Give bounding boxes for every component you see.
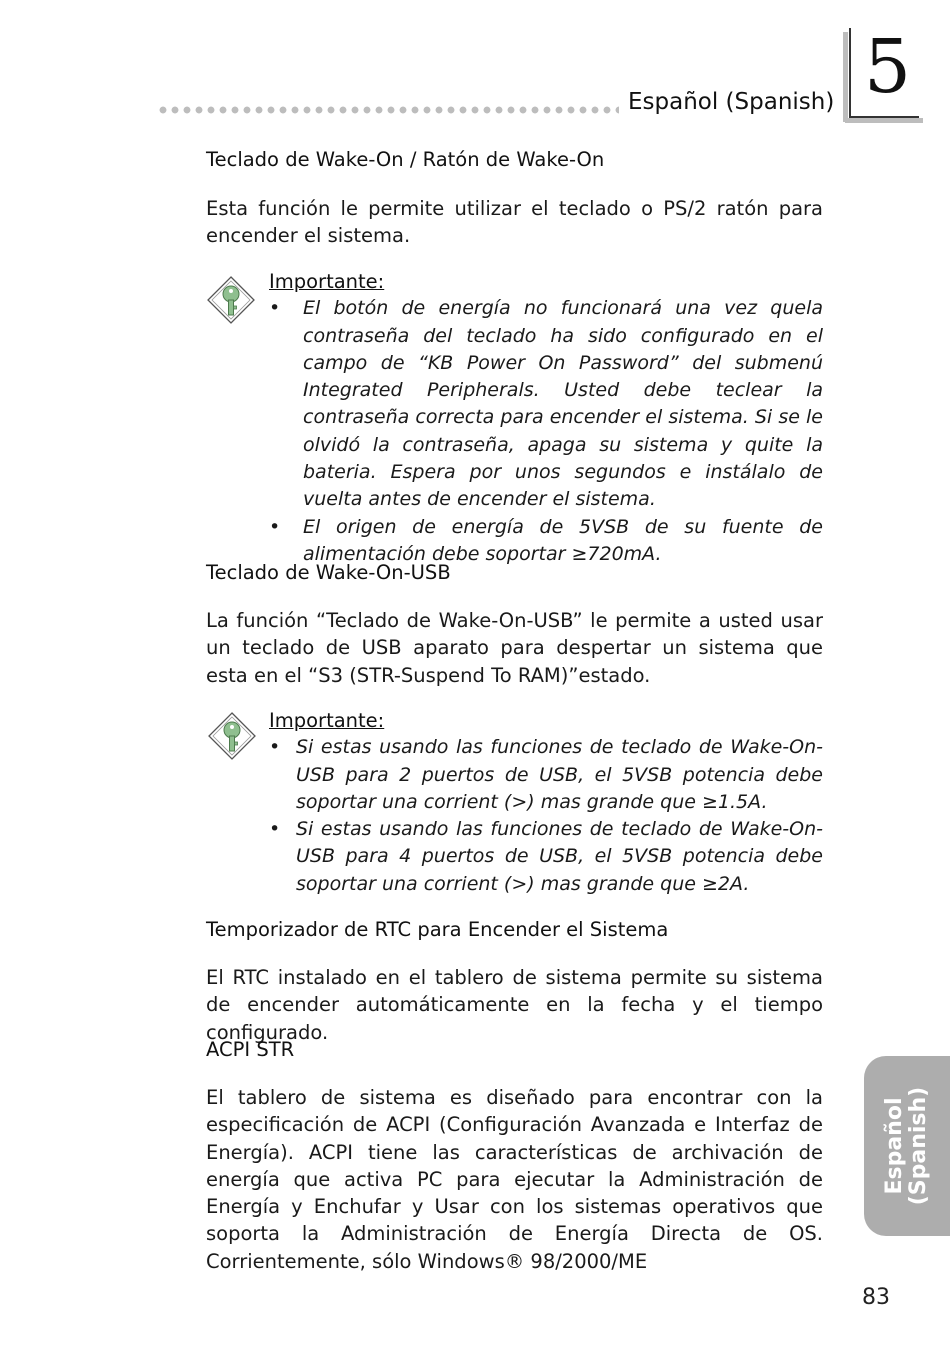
chapter-number: 5 [864, 24, 912, 110]
heading-wake-on-usb: Teclado de Wake-On-USB [206, 561, 451, 584]
chapter-box-shadow-horizontal [845, 118, 923, 123]
list-item: • Si estas usando las funciones de teclado de Wake-On-USB para 4 puertos de USB, el 5VSB potencia debe soportar una corrient (>) mas grande que ≥2A. [269, 818, 823, 895]
note-important-2 [269, 707, 823, 898]
note-title: Importante: [269, 709, 385, 732]
list-item: • El botón de energía no funcionará una vez quela contraseña del teclado ha sido configurado en el campo de “KB Power On Password” del submenú Integrated Peripherals. Usted debe teclear la contraseña correcta para encender el sistema. Si se le olvidó la contraseña, apaga su sistema y quite la bateria. Espera por unos segundos e instálalo de vuelta antes de encender el sistema. [269, 297, 823, 511]
key-in-diamond-icon [206, 275, 256, 325]
header-dotted-rule [157, 105, 619, 115]
note-list [269, 295, 823, 568]
side-tab-line2: (Spanish) [906, 1086, 931, 1206]
chapter-box-shadow-vertical [843, 32, 848, 122]
paragraph-rtc: El RTC instalado en el tablero de sistema permite su sistema de encender automáticamente en la fecha y el tiempo configurado. [206, 966, 823, 1044]
note-important-1 [269, 268, 823, 568]
header-section-title: Español (Spanish) [628, 89, 835, 115]
paragraph-wake-on-usb: La función “Teclado de Wake-On-USB” le permite a usted usar un teclado de USB aparato para despertar un sistema que esta en el “S3 (STR-Suspend To RAM)”estado. [206, 609, 823, 687]
paragraph-acpi: El tablero de sistema es diseñado para encontrar con la especificación de ACPI (Configuración Avanzada e Interfaz de Energía). ACPI tiene las características de archivación de energía que activa PC para ejecutar la Administración de Energía y Enchufar y Usar con los sistemas operativos que soporta la Administración de Energía Directa de OS. Corrientemente, sólo Windows® 98/2000/ME [206, 1086, 823, 1273]
note-title: Importante: [269, 270, 385, 293]
heading-acpi: ACPI STR [206, 1038, 295, 1061]
heading-wake-on-keyboard: Teclado de Wake-On / Ratón de Wake-On [206, 148, 605, 171]
heading-rtc: Temporizador de RTC para Encender el Sistema [206, 918, 669, 941]
list-item: • El origen de energía de 5VSB de su fuente de alimentación debe soportar ≥720mA. [269, 515, 823, 565]
side-language-tab [864, 1056, 950, 1236]
page-number: 83 [862, 1285, 890, 1310]
note-list [269, 734, 823, 898]
paragraph-wake-on-keyboard: Esta función le permite utilizar el teclado o PS/2 ratón para encender el sistema. [206, 197, 823, 248]
side-tab-line1: Español [882, 1097, 907, 1195]
key-in-diamond-icon [207, 711, 257, 761]
list-item: • Si estas usando las funciones de teclado de Wake-On-USB para 2 puertos de USB, el 5VSB potencia debe soportar una corrient (>) mas grande que ≥1.5A. [269, 736, 823, 813]
